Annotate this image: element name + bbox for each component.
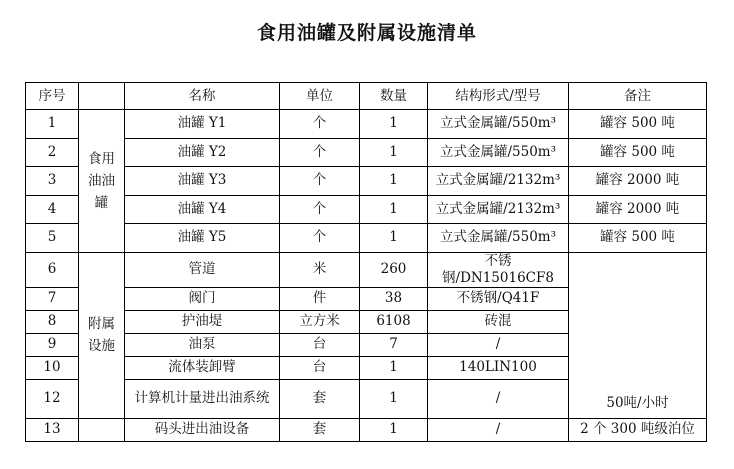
row-no: 5 [26, 224, 79, 253]
category-facilities: 附属设施 [79, 252, 125, 418]
row-name: 码头进出油设备 [125, 418, 280, 441]
row-name: 油罐 Y1 [125, 110, 280, 139]
category-tanks: 食用油油罐 [79, 110, 125, 253]
row-spec: / [428, 418, 569, 441]
row-spec: 140LIN100 [428, 356, 569, 379]
row-note: 罐容 2000 吨 [569, 167, 707, 196]
row-spec: 立式金属罐/550m³ [428, 110, 569, 139]
header-qty: 数量 [360, 83, 428, 110]
table-row [26, 252, 707, 287]
row-name: 计算机计量进出油系统 [125, 379, 280, 418]
row-spec: 立式金属罐/2132m³ [428, 195, 569, 224]
row-name: 油罐 Y4 [125, 195, 280, 224]
row-qty: 38 [360, 287, 428, 310]
row-unit: 立方米 [280, 310, 360, 333]
row-name: 油罐 Y2 [125, 138, 280, 167]
table-row [26, 418, 707, 441]
row-no: 4 [26, 195, 79, 224]
row-spec: 不锈钢/DN15016CF8 [428, 252, 569, 287]
row-no: 6 [26, 252, 79, 287]
header-row [26, 83, 707, 110]
row-qty: 260 [360, 252, 428, 287]
table-row [26, 138, 707, 167]
row-qty: 6108 [360, 310, 428, 333]
page-title: 食用油罐及附属设施清单 [256, 22, 477, 44]
row-unit: 套 [280, 418, 360, 441]
row-no: 2 [26, 138, 79, 167]
row-qty: 1 [360, 356, 428, 379]
row-no: 7 [26, 287, 79, 310]
row-note: 50吨/小时 [569, 252, 707, 418]
row-unit: 个 [280, 224, 360, 253]
row-note: 罐容 500 吨 [569, 138, 707, 167]
row-unit: 台 [280, 333, 360, 356]
header-name: 名称 [125, 83, 280, 110]
row-note: 罐容 2000 吨 [569, 195, 707, 224]
row-unit: 件 [280, 287, 360, 310]
row-name: 管道 [125, 252, 280, 287]
row-no: 10 [26, 356, 79, 379]
row-qty: 7 [360, 333, 428, 356]
table-row [26, 110, 707, 139]
row-spec: 立式金属罐/2132m³ [428, 167, 569, 196]
row-name: 油泵 [125, 333, 280, 356]
row-unit: 台 [280, 356, 360, 379]
inventory-table [25, 82, 707, 442]
row-note: 罐容 500 吨 [569, 110, 707, 139]
row-name: 油罐 Y5 [125, 224, 280, 253]
header-spec: 结构形式/型号 [428, 83, 569, 110]
row-note: 2 个 300 吨级泊位 [569, 418, 707, 441]
row-qty: 1 [360, 379, 428, 418]
row-qty: 1 [360, 110, 428, 139]
row-spec: 砖混 [428, 310, 569, 333]
row-unit: 米 [280, 252, 360, 287]
row-unit: 个 [280, 138, 360, 167]
row-qty: 1 [360, 195, 428, 224]
row-name: 流体装卸臂 [125, 356, 280, 379]
row-no: 3 [26, 167, 79, 196]
row-no: 13 [26, 418, 79, 441]
row-unit: 个 [280, 195, 360, 224]
row-qty: 1 [360, 167, 428, 196]
row-unit: 个 [280, 167, 360, 196]
row-spec: / [428, 379, 569, 418]
header-category [79, 83, 125, 110]
row-qty: 1 [360, 418, 428, 441]
row-name: 护油堤 [125, 310, 280, 333]
row-qty: 1 [360, 224, 428, 253]
table-row [26, 167, 707, 196]
row-qty: 1 [360, 138, 428, 167]
row-name: 阀门 [125, 287, 280, 310]
row-spec: 立式金属罐/550m³ [428, 224, 569, 253]
row-note: 罐容 500 吨 [569, 224, 707, 253]
row-no: 12 [26, 379, 79, 418]
row-no: 1 [26, 110, 79, 139]
row-spec: 立式金属罐/550m³ [428, 138, 569, 167]
header-note: 备注 [569, 83, 707, 110]
row-unit: 套 [280, 379, 360, 418]
header-unit: 单位 [280, 83, 360, 110]
row-no: 9 [26, 333, 79, 356]
row-no: 8 [26, 310, 79, 333]
table-row [26, 224, 707, 253]
row-spec: / [428, 333, 569, 356]
table-row [26, 195, 707, 224]
row-category-empty [79, 418, 125, 441]
row-name: 油罐 Y3 [125, 167, 280, 196]
header-no: 序号 [26, 83, 79, 110]
row-spec: 不锈钢/Q41F [428, 287, 569, 310]
row-unit: 个 [280, 110, 360, 139]
